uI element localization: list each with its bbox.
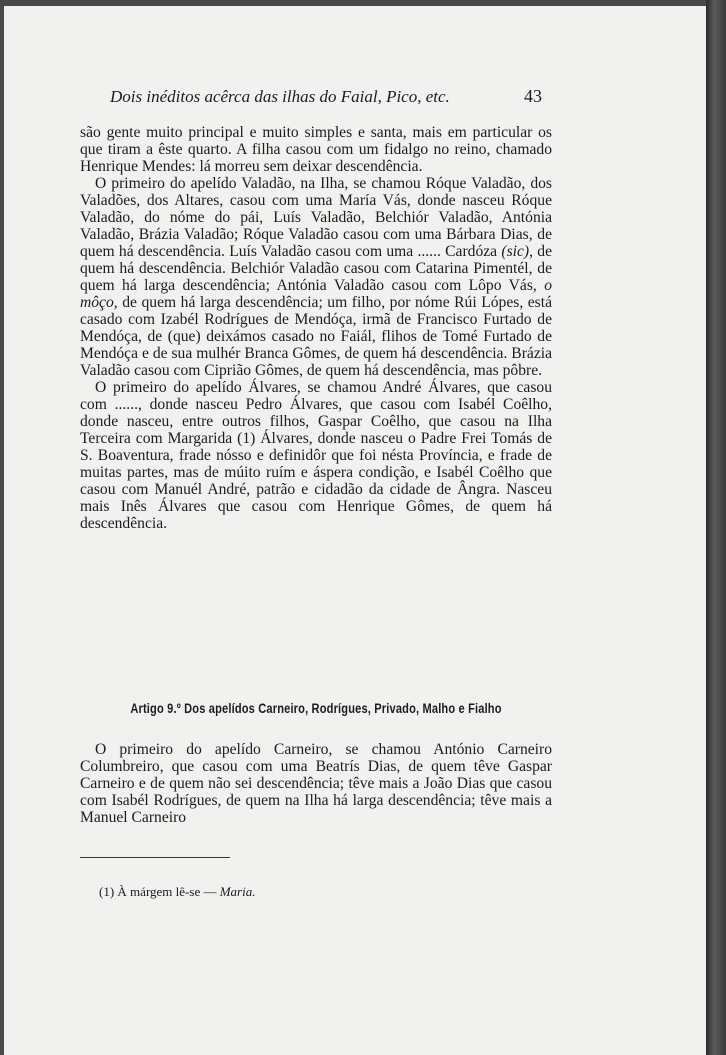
running-title: Dois inéditos acêrca das ilhas do Faial, Pico, etc. [110,87,450,106]
section-text [80,741,552,826]
footnote-text: À márgem lê-se — [117,884,217,899]
footnote-divider [80,857,230,858]
book-spine-shadow [706,0,726,1055]
sic-note: (sic) [501,243,530,260]
footnote-italic: Maria. [219,884,256,899]
paragraph-carneiro: O primeiro do apelído Carneiro, se chamou António Carneiro Columbreiro, que casou com uma Beatrís Dias, de quem têve Gaspar Carneiro e de quem não sei descendência; têve mais a João Dias que casou com Isabél Rodrígues, de quem na Ilha há larga descendência; têve mais a Manuel Carneiro [80,741,552,826]
footnote [99,884,255,900]
page-number: 43 [524,86,542,106]
paragraph-valadao-part-c: de quem há larga descendência; um filho, por nóme Rúi Lópes, está casado com Izabél Rodrígues de Mendóça, irmã de Francisco Furtado de Mendóça, de (que) deixámos casado no Faiál, flihos de Tomé Furtado de Mendóça e de sua mulhér Branca Gômes, de quem há descendência. Brázia Valadão casou com Cipriãо Gômes, de quem há descendência, mas pôbre. [80,294,552,379]
italic-epithet: o môço, [80,277,552,311]
paragraph-valadao-part-b: , de quem há descendência. Belchiór Valadão casou com Catarina Pimentél, de quem há larga descendência; Antónia Valadão casou com Lôpo Vás, [80,243,552,294]
paragraph-1: são gente muito principal e muito simples e santa, mais em particular os que tiram a êste quarto. A filha casou com um fidalgo no reino, chamado Henrique Mendes: lá morreu sem deixar descendência. [80,124,552,175]
footnote-marker: (1) [99,884,115,899]
paragraph-valadao [80,175,552,379]
paragraph-valadao-part-a: O primeiro do apelído Valadão, na Ilha, se chamou Róque Valadão, dos Valadões, dos Altares, casou com uma María Vás, donde nasceu Róque Valadão, do nóme do pái, Luís Valadão, Belchiór Valadão, Antónia Valadão, Brázia Valadão; Róque Valadão casou com uma Bárbara Dias, de quem há descendência. Luís Valadão casou com uma ...... Cardóza [80,175,552,260]
running-header [110,86,542,107]
section-heading: Artigo 9.º Dos apelídos Carneiro, Rodrígues, Privado, Malho e Fialho [130,701,502,716]
paragraph-alvares: O primeiro do apelído Álvares, se chamou André Álvares, que casou com ......, donde nasceu Pedro Álvares, que casou com Isabél Coêlho, donde nasceu, entre outros filhos, Gaspar Coêlho, que casou na Ilha Terceira com Margarida (1) Álvares, donde nasceu o Padre Frei Tomás de S. Boaventura, frade nósso e definidôr que foi nésta Província, e frade de muitas partes, mas de múito ruím e áspera condição, e Isabél Coêlho que casou com Manuél André, patrão e cidadão da cidade de Ângra. Nasceu mais Inês Álvares que casou com Henrique Gômes, de quem há descendência. [80,379,552,532]
main-text [80,124,552,532]
